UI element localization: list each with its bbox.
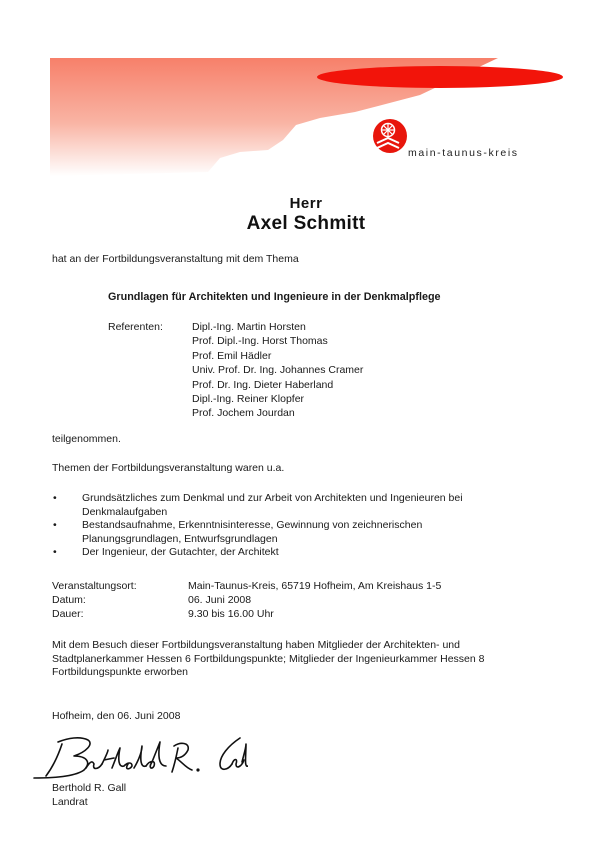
handwritten-signature (28, 728, 248, 786)
place-date: Hofheim, den 06. Juni 2008 (52, 710, 181, 722)
logo-text: main-taunus-kreis (408, 147, 519, 159)
recipient-name: Axel Schmitt (246, 213, 366, 234)
course-topic: Grundlagen für Architekten und Ingenieure in der Denkmalpflege (108, 291, 441, 303)
theme-item (52, 546, 463, 560)
themes-list (52, 492, 463, 560)
theme-item (52, 519, 463, 546)
speaker-item: Prof. Dipl.-Ing. Horst Thomas (192, 335, 328, 348)
bullet-icon: • (53, 492, 57, 504)
theme-line: Grundsätzliches zum Denkmal und zur Arbeit von Architekten und Ingenieuren bei (82, 492, 463, 504)
credits-line: Mit dem Besuch dieser Fortbildungsveranstaltung haben Mitglieder der Architekten- und (52, 639, 460, 651)
event-info-value: Main-Taunus-Kreis, 65719 Hofheim, Am Kreishaus 1-5 (188, 580, 442, 592)
participated-text: teilgenommen. (52, 433, 121, 445)
logo-emblem-icon (373, 119, 407, 153)
speakers-list (192, 321, 363, 422)
event-info-label: Dauer: (52, 608, 84, 620)
theme-line: Planungsgrundlagen, Entwurfsgrundlagen (82, 532, 278, 545)
event-info (52, 580, 441, 622)
speaker-item: Prof. Jochem Jourdan (192, 407, 295, 420)
credits-line: Stadtplanerkammer Hessen 6 Fortbildungspunkte; Mitglieder der Ingenieurkammer Hessen 8 (52, 652, 485, 665)
bullet-icon: • (53, 519, 57, 531)
intro-text: hat an der Fortbildungsveranstaltung mit dem Thema (52, 253, 299, 265)
theme-line: Bestandsaufnahme, Erkenntnisinteresse, Gewinnung von zeichnerischen (82, 519, 423, 531)
speaker-item: Dipl.-Ing. Martin Horsten (192, 321, 306, 333)
theme-line: Denkmalaufgaben (82, 505, 168, 518)
signer-name: Berthold R. Gall (52, 782, 127, 794)
speakers-label: Referenten: (108, 321, 163, 333)
themes-intro: Themen der Fortbildungsveranstaltung waren u.a. (52, 462, 285, 474)
speaker-item: Prof. Emil Hädler (192, 349, 272, 362)
event-info-label: Veranstaltungsort: (52, 580, 137, 592)
event-info-row (52, 594, 441, 608)
theme-line: Der Ingenieur, der Gutachter, der Architekt (82, 546, 279, 558)
event-info-value: 06. Juni 2008 (188, 594, 252, 606)
signer-title: Landrat (52, 796, 88, 808)
event-info-value: 9.30 bis 16.00 Uhr (188, 608, 274, 620)
speaker-item: Prof. Dr. Ing. Dieter Haberland (192, 378, 334, 391)
credits-paragraph (52, 639, 484, 680)
speaker-item: Dipl.-Ing. Reiner Klopfer (192, 392, 305, 405)
banner-red-ellipse (317, 66, 563, 88)
bullet-icon: • (53, 546, 57, 558)
event-info-row (52, 608, 441, 622)
theme-item (52, 492, 463, 519)
credits-line: Fortbildungspunkte erworben (52, 666, 188, 678)
speaker-item: Univ. Prof. Dr. Ing. Johannes Cramer (192, 364, 364, 377)
event-info-label: Datum: (52, 594, 86, 606)
signer-block (52, 782, 126, 810)
header-banner (0, 0, 612, 200)
salutation: Herr (289, 195, 323, 212)
event-info-row (52, 580, 441, 594)
